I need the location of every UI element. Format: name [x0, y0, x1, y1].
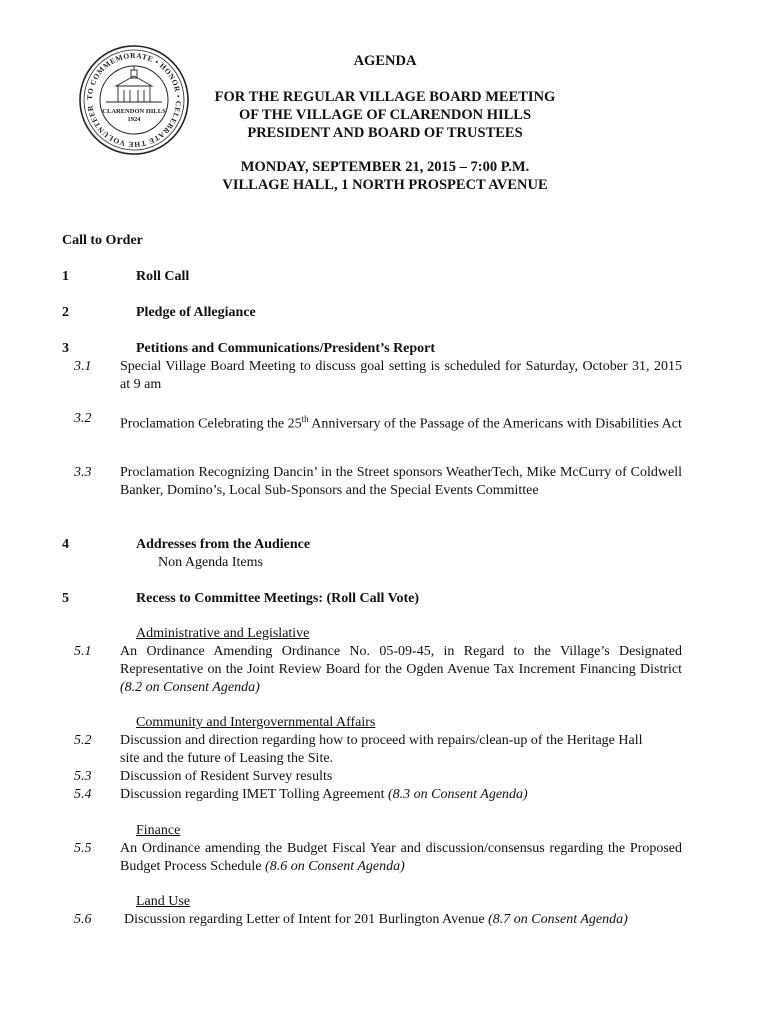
consent-agenda-ref: (8.3 on Consent Agenda) — [387, 787, 528, 802]
subitem-text — [120, 786, 682, 804]
subitem-3-1 — [74, 358, 682, 394]
committee-heading-admin: Administrative and Legislative — [136, 626, 310, 641]
meeting-date: MONDAY, SEPTEMBER 21, 2015 – 7:00 P.M. — [240, 159, 530, 175]
ordinal-suffix: th — [301, 414, 309, 424]
item-number: 2 — [62, 305, 69, 320]
subitem-5-4 — [74, 786, 682, 804]
subitem-number: 3.2 — [74, 411, 92, 426]
seal-ring-text: TO COMMEMORATE • HONOR • CELEBRATE THE VOLUNTEER — [84, 50, 184, 150]
subitem-3-2 — [74, 410, 682, 434]
subitem-text: Proclamation Recognizing Dancin’ in the Street sponsors WeatherTech, Mike McCurry of Coldwell Banker, Domino’s, Local Sub-Sponsors and the Special Events Committee — [120, 465, 682, 498]
committee-heading-community: Community and Intergovernmental Affairs — [136, 715, 376, 730]
subitem-5-3 — [74, 768, 682, 786]
meeting-location: VILLAGE HALL, 1 NORTH PROSPECT AVENUE — [222, 177, 548, 193]
committee-heading-landuse: Land Use — [136, 894, 191, 909]
committee-heading-finance: Finance — [136, 823, 181, 838]
subitem-5-2 — [74, 732, 662, 768]
seal-center-year: 1924 — [127, 116, 141, 123]
subitem-5-1 — [74, 643, 682, 697]
meeting-title-block — [200, 88, 570, 142]
meeting-title-line3: PRESIDENT AND BOARD OF TRUSTEES — [247, 125, 523, 141]
subitem-5-6 — [74, 911, 682, 929]
subitem-text — [120, 840, 682, 876]
item-title: Pledge of Allegiance — [136, 305, 256, 320]
subitem-text-part: Proclamation Celebrating the 25 — [120, 416, 302, 432]
item-title: Petitions and Communications/President’s Report — [136, 341, 436, 356]
consent-agenda-ref: (8.2 on Consent Agenda) — [120, 680, 260, 695]
subitem-number: 5.2 — [74, 733, 92, 748]
subitem-5-5 — [74, 840, 682, 876]
subitem-text — [120, 410, 682, 434]
item-title: Recess to Committee Meetings: (Roll Call Vote) — [136, 591, 420, 606]
subitem-text: Special Village Board Meeting to discuss goal setting is scheduled for Saturday, October 31, 2015 at 9 am — [120, 359, 682, 392]
item-number: 5 — [62, 591, 69, 606]
subitem-text — [124, 911, 682, 929]
subitem-number: 5.4 — [74, 787, 92, 802]
subitem-3-3 — [74, 464, 682, 500]
item-number: 1 — [62, 269, 69, 284]
item-title: Addresses from the Audience — [136, 537, 311, 552]
meeting-title-line1: FOR THE REGULAR VILLAGE BOARD MEETING — [214, 89, 556, 105]
subitem-text: Discussion and direction regarding how to proceed with repairs/clean-up of the Heritage Hall site and the future of Leasing the Site. — [120, 733, 643, 766]
item-number: 4 — [62, 537, 69, 552]
consent-agenda-ref: (8.7 on Consent Agenda) — [488, 912, 628, 927]
subitem-text-part: Discussion regarding IMET Tolling Agreement — [120, 787, 388, 802]
subitem-number: 3.3 — [74, 465, 92, 480]
subitem-number: 5.1 — [74, 644, 92, 659]
subitem-text-part: An Ordinance Amending Ordinance No. 05-09-45, in Regard to the Village’s Designated Representative on the Joint Review Board for the Ogden Avenue Tax Increment Financing District — [120, 644, 682, 677]
item-4-note: Non Agenda Items — [158, 555, 263, 570]
subitem-number: 3.1 — [74, 359, 92, 374]
subitem-text: Discussion of Resident Survey results — [120, 769, 333, 784]
subitem-text — [120, 643, 682, 697]
meeting-date-block — [200, 158, 570, 194]
item-number: 3 — [62, 341, 69, 356]
seal-center-name: CLARENDON HILLS — [102, 108, 166, 115]
subitem-text-part: Anniversary of the Passage of the Americans with Disabilities Act — [308, 416, 682, 432]
call-to-order: Call to Order — [62, 233, 143, 248]
consent-agenda-ref: (8.6 on Consent Agenda) — [265, 859, 405, 874]
item-title: Roll Call — [136, 269, 190, 284]
subitem-number: 5.5 — [74, 841, 92, 856]
agenda-title: AGENDA — [353, 53, 417, 69]
subitem-text-part: Discussion regarding Letter of Intent for 201 Burlington Avenue — [124, 912, 489, 927]
subitem-number: 5.3 — [74, 769, 92, 784]
village-seal-logo — [78, 44, 190, 156]
subitem-number: 5.6 — [74, 912, 92, 927]
meeting-title-line2: OF THE VILLAGE OF CLARENDON HILLS — [238, 107, 532, 123]
subitem-text-part: An Ordinance amending the Budget Fiscal Year and discussion/consensus regarding the Proposed Budget Process Schedule — [120, 841, 682, 874]
agenda-header — [200, 52, 570, 194]
